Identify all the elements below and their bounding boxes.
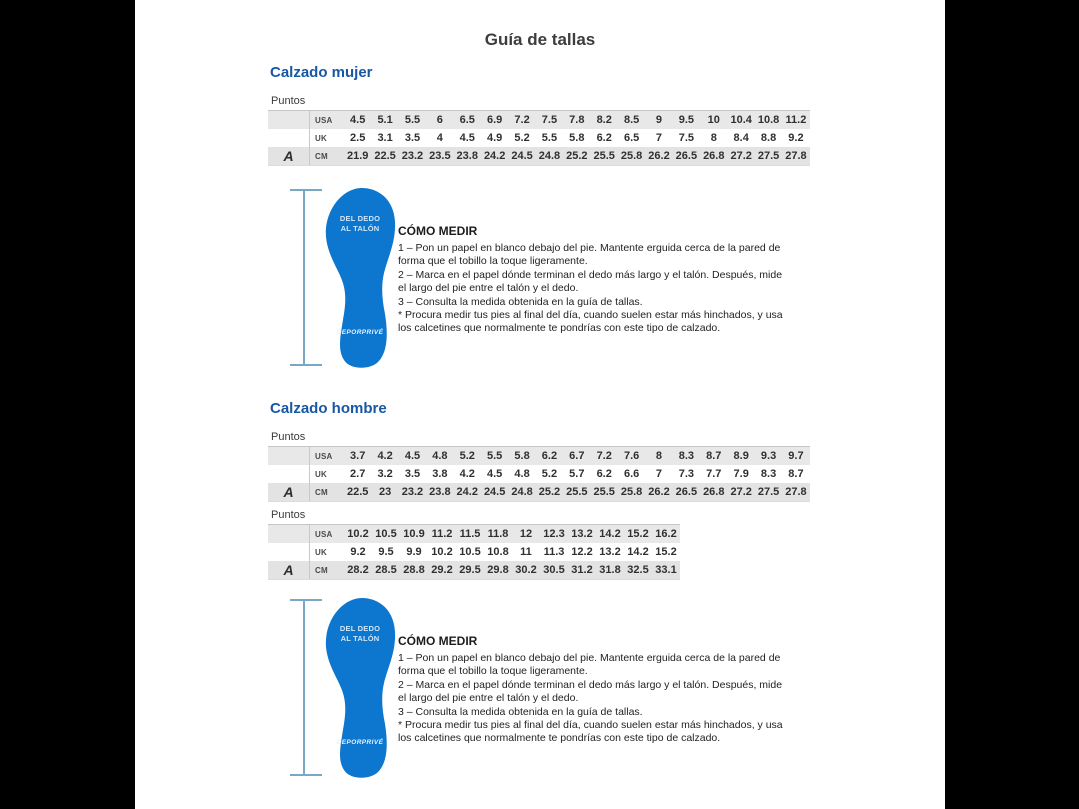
measure-label-line2: AL TALÓN [340,224,380,233]
size-value-cell: 7.5 [541,114,558,126]
size-value-cell: 24.2 [456,486,478,498]
size-value-cell: 6.5 [459,114,475,126]
size-value-cell: 9.2 [350,546,366,558]
size-value-cell: 29.5 [459,564,481,576]
size-value-cell: 27.8 [785,486,807,498]
size-value-cell: 4.2 [459,468,475,480]
table-label-men-1: Puntos [271,431,306,443]
size-value-cell: 10.8 [487,546,509,558]
measure-line [290,599,322,776]
measure-vline [303,600,305,775]
size-value-cell: 3.5 [404,468,421,480]
size-value-cell: 5.5 [404,114,421,126]
size-value-cell: 5.8 [569,132,585,144]
size-value-cell: 33.1 [655,564,677,576]
size-value-cell: 30.5 [543,564,565,576]
size-value-cell: 24.8 [538,150,561,162]
size-value-cell: 22.5 [346,486,369,498]
system-label: USA [315,115,333,125]
size-value-cell: 7.8 [569,114,585,126]
size-value-cell: 10.8 [757,114,780,126]
size-value-cell: 9.7 [788,450,804,462]
size-value-cell: 26.2 [648,486,670,498]
size-value-cell: 7.6 [623,450,640,462]
brand-label: DEPORPRIVÉ [336,329,384,336]
size-value-cell: 9 [655,114,663,126]
system-label: CM [315,151,328,161]
size-value-cell: 11 [520,546,532,558]
size-value-cell: 7.2 [596,450,612,462]
how-to-step: 3 – Consulta la medida obtenida en la guía de tallas. [398,705,643,718]
size-value-cell: 4 [436,132,443,144]
size-value-cell: 24.5 [483,486,506,498]
size-value-cell: 3.2 [377,468,393,480]
size-value-cell: 25.2 [566,150,588,162]
size-value-cell: 28.5 [375,564,397,576]
how-to-step: 3 – Consulta la medida obtenida en la guía de tallas. [398,295,643,308]
how-to-step: 1 – Pon un papel en blanco debajo del pie. Mantente erguida cerca de la pared de forma que el tobillo la toque ligeramente. [398,652,781,678]
size-value-cell: 6.5 [623,132,640,144]
size-value-cell: 23.5 [429,150,451,162]
size-value-cell: 9.5 [378,546,394,558]
size-value-cell: 8.9 [733,450,749,462]
size-value-cell: 22.5 [374,150,396,162]
measure-label-line1: DEL DEDO [339,624,381,633]
row-header-cell [268,465,310,483]
table-label-men-2: Puntos [271,509,306,521]
table-row [268,147,810,165]
size-value-cell: 32.5 [627,564,649,576]
size-value-cell: 23.8 [456,150,478,162]
how-to-step: 2 – Marca en el papel dónde terminan el dedo más largo y el talón. Después, mide el largo del pie entre el talón y el dedo. [398,678,783,705]
size-value-cell: 13.2 [599,546,621,558]
size-value-cell: 12 [519,528,533,540]
system-label: CM [315,487,328,497]
size-value-cell: 31.8 [599,564,621,576]
size-value-cell: 27.8 [785,150,807,162]
size-value-cell: 10.4 [730,114,752,126]
size-value-cell: 29.8 [487,564,509,576]
how-to-measure-men [398,634,791,746]
size-value-cell: 7.5 [678,132,695,144]
size-value-cell: 7.3 [678,468,695,480]
size-value-cell: 16.2 [655,528,677,540]
size-value-cell: 27.5 [757,150,780,162]
size-value-cell: 10.5 [459,546,481,558]
size-value-cell: 7 [655,132,663,144]
how-to-step: * Procura medir tus pies al final del día, cuando suelen estar más hinchados, y usa los calcetines que normalmente te pondrías con este tipo de calzado. [398,719,783,745]
size-value-cell: 12.2 [571,546,593,558]
size-value-cell: 27.2 [730,486,752,498]
size-value-cell: 8.5 [623,114,640,126]
size-value-cell: 6 [436,114,443,126]
how-to-step: 2 – Marca en el papel dónde terminan el dedo más largo y el talón. Después, mide el largo del pie entre el talón y el dedo. [398,268,783,295]
size-value-cell: 10 [707,114,720,126]
size-value-cell: 9.2 [788,132,804,144]
system-label: UK [315,547,327,557]
measure-cap-bottom [290,364,322,366]
size-value-cell: 7.7 [706,468,722,480]
size-value-cell: 25.5 [566,486,588,498]
measure-cap-top [290,599,322,601]
system-label: CM [315,565,328,575]
size-value-cell: 14.2 [599,528,621,540]
size-value-cell: 28.2 [347,564,369,576]
section-heading-women: Calzado mujer [270,64,373,81]
measure-line [290,189,322,366]
size-value-cell: 5.1 [377,114,393,126]
size-value-cell: 23 [378,486,392,498]
size-value-cell: 4.5 [487,468,503,480]
size-value-cell: 31.2 [571,564,593,576]
measure-cap-top [290,189,322,191]
row-header-cell [268,543,310,561]
size-value-cell: 9.9 [406,546,422,558]
size-value-cell: 15.2 [627,528,649,540]
page-title: Guía de tallas [484,30,596,49]
size-value-cell: 10.2 [431,546,453,558]
table-row [268,561,680,579]
size-value-cell: 5.2 [514,132,530,144]
size-value-cell: 4.2 [377,450,393,462]
size-value-cell: 23.2 [401,486,424,498]
size-value-cell: 5.5 [487,450,503,462]
size-value-cell: 8.3 [760,468,777,480]
size-value-cell: 7 [655,468,663,480]
size-value-cell: 24.2 [483,150,506,162]
size-value-cell: 25.2 [538,486,561,498]
size-value-cell: 5.7 [569,468,585,480]
size-value-cell: 10.2 [347,528,369,540]
size-value-cell: 5.2 [541,468,558,480]
size-value-cell: 6.7 [569,450,585,462]
table-row [268,129,810,147]
size-value-cell: 4.5 [459,132,475,144]
size-value-cell: 26.8 [703,150,725,162]
size-value-cell: 23.2 [401,150,424,162]
size-value-cell: 4.5 [350,114,366,126]
how-to-step: 1 – Pon un papel en blanco debajo del pie. Mantente erguida cerca de la pared de forma que el tobillo la toque ligeramente. [398,242,781,268]
size-value-cell: 8.4 [733,132,749,144]
row-header-cell [268,525,310,543]
size-table-men-2 [268,524,680,580]
size-value-cell: 8.7 [706,450,722,462]
size-value-cell: 6.2 [596,468,612,480]
size-value-cell: 3.1 [377,132,393,144]
size-value-cell: 29.2 [431,564,453,576]
size-value-cell: 27.2 [730,150,752,162]
size-value-cell: 3.7 [350,450,366,462]
size-value-cell: 7.9 [733,468,749,480]
measure-vline [303,190,305,365]
size-value-cell: 7.2 [514,114,530,126]
size-guide-page [135,0,945,809]
measure-label-line2: AL TALÓN [340,634,380,643]
size-value-cell: 13.2 [571,528,593,540]
section-heading-men: Calzado hombre [270,400,387,417]
measure-cap-bottom [290,774,322,776]
size-value-cell: 11.2 [785,114,807,126]
size-value-cell: 14.2 [627,546,649,558]
size-value-cell: 3.8 [432,468,448,480]
system-label: UK [315,469,327,479]
row-header-cell: A [268,483,310,501]
size-table-women [268,110,810,166]
measure-label [322,214,398,234]
size-value-cell: 26.5 [675,150,698,162]
size-value-cell: 10.5 [375,528,397,540]
footprint-diagram-men [290,597,410,779]
size-value-cell: 4.8 [432,450,448,462]
table-row [268,525,680,543]
size-value-cell: 28.8 [403,564,425,576]
how-to-heading: CÓMO MEDIR [398,224,478,238]
size-value-cell: 8.3 [678,450,695,462]
table-row [268,465,810,483]
size-value-cell: 9.3 [760,450,777,462]
size-value-cell: 8.8 [760,132,777,144]
row-header-cell [268,129,310,147]
measure-label [322,624,398,644]
size-value-cell: 26.5 [675,486,698,498]
size-value-cell: 8 [655,450,663,462]
size-value-cell: 6.9 [487,114,503,126]
footprint-diagram-women [290,187,410,369]
size-value-cell: 11.2 [431,528,453,540]
how-to-measure-women [398,224,791,336]
size-value-cell: 5.8 [514,450,530,462]
size-value-cell: 11.3 [543,546,565,558]
size-table-men-1 [268,446,810,502]
size-value-cell: 26.8 [703,486,725,498]
size-value-cell: 26.2 [648,150,670,162]
how-to-heading: CÓMO MEDIR [398,634,478,648]
how-to-step: * Procura medir tus pies al final del día, cuando suelen estar más hinchados, y usa los calcetines que normalmente te pondrías con este tipo de calzado. [398,309,783,335]
size-value-cell: 6.6 [623,468,640,480]
brand-label: DEPORPRIVÉ [336,739,384,746]
size-value-cell: 27.5 [757,486,780,498]
size-value-cell: 3.5 [404,132,421,144]
size-value-cell: 11.8 [487,528,509,540]
row-header-cell [268,111,310,129]
size-value-cell: 21.9 [346,150,369,162]
size-value-cell: 4.5 [404,450,421,462]
size-value-cell: 15.2 [655,546,677,558]
size-value-cell: 4.8 [514,468,530,480]
size-value-cell: 6.2 [541,450,558,462]
size-value-cell: 8.7 [788,468,804,480]
size-value-cell: 5.5 [541,132,558,144]
size-value-cell: 8 [710,132,717,144]
size-value-cell: 24.8 [511,486,533,498]
size-value-cell: 11.5 [459,528,481,540]
size-value-cell: 5.2 [459,450,475,462]
system-label: USA [315,529,333,539]
system-label: USA [315,451,333,461]
row-header-cell: A [268,561,310,579]
size-value-cell: 25.5 [593,150,615,162]
size-value-cell: 25.8 [620,150,643,162]
row-header-cell [268,447,310,465]
size-value-cell: 25.8 [620,486,643,498]
system-label: UK [315,133,327,143]
size-value-cell: 8.2 [596,114,612,126]
size-value-cell: 25.5 [593,486,615,498]
table-row [268,483,810,501]
size-value-cell: 12.3 [543,528,565,540]
size-value-cell: 6.2 [596,132,612,144]
table-row [268,111,810,129]
row-header-cell: A [268,147,310,165]
size-value-cell: 24.5 [511,150,533,162]
size-value-cell: 2.7 [350,468,366,480]
table-label-women: Puntos [271,95,306,107]
table-row [268,447,810,465]
table-row [268,543,680,561]
size-value-cell: 4.9 [487,132,503,144]
size-value-cell: 23.8 [429,486,451,498]
size-value-cell: 10.9 [403,528,425,540]
size-value-cell: 9.5 [678,114,695,126]
size-value-cell: 2.5 [350,132,366,144]
measure-label-line1: DEL DEDO [339,214,381,223]
size-value-cell: 30.2 [515,564,537,576]
